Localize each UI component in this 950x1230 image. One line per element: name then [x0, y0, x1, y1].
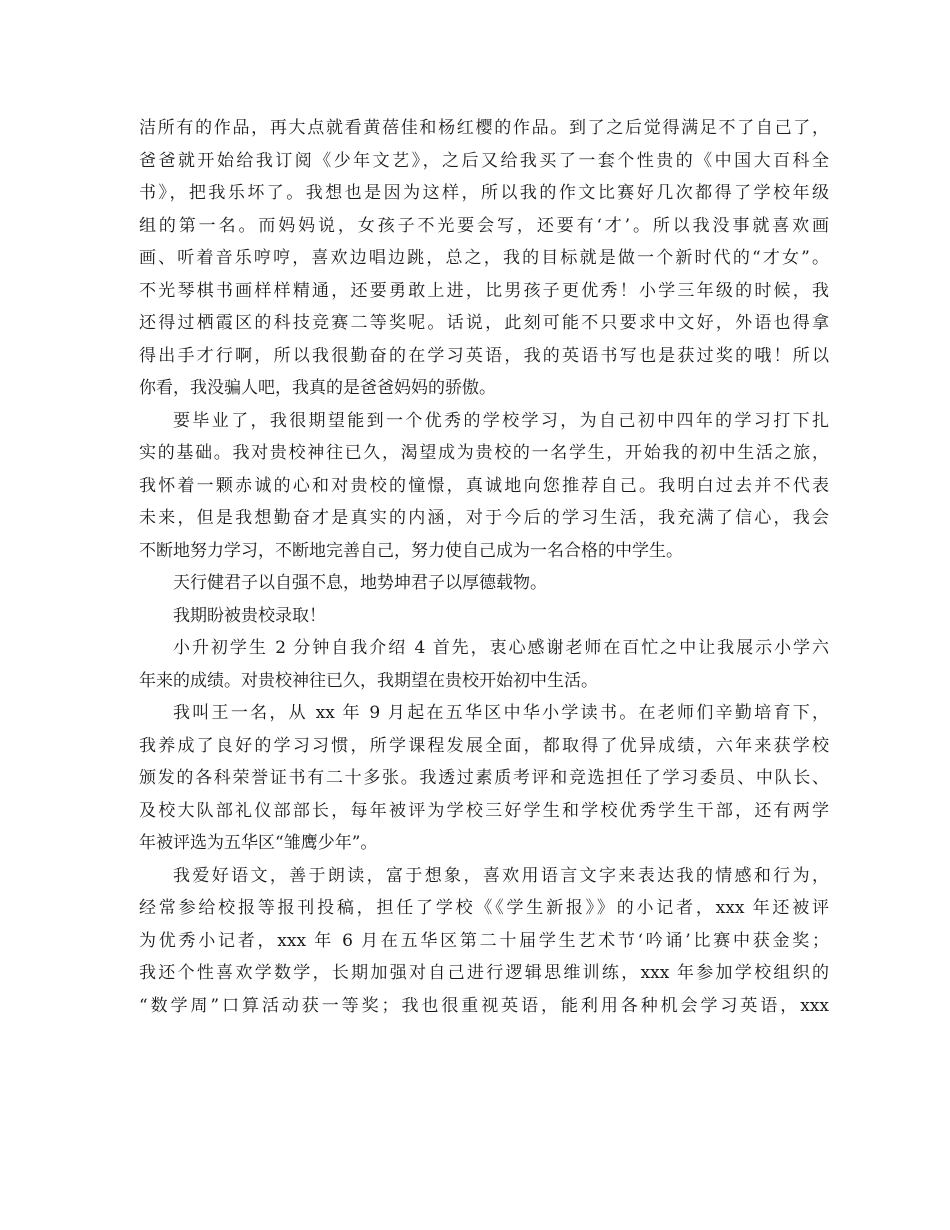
text-line: 我怀着一颗赤诚的心和对贵校的憧憬，真诚地向您推荐自己。我明白过去并不代表 — [139, 475, 829, 496]
text-line: 我叫王一名，从 xx 年 9 月起在五华区中华小学读书。在老师们辛勤培育下， — [173, 703, 829, 723]
text-line: 得出手才行啊，所以我很勤奋的在学习英语，我的英语书写也是获过奖的哦！所以 — [139, 345, 829, 366]
text-line: 小升初学生 2 分钟自我介绍 4 首先，衷心感谢老师在百忙之中让我展示小学六 — [173, 638, 829, 658]
text-line: 还得过栖霞区的科技竞赛二等奖呢。话说，此刻可能不只要求中文好，外语也得拿 — [139, 313, 829, 333]
text-line: 洁所有的作品，再大点就看黄蓓佳和杨红樱的作品。到了之后觉得满足不了自己了， — [139, 118, 829, 138]
text-line: 颁发的各科荣誉证书有二十多张。我透过素质考评和竞选担任了学习委员、中队长、 — [139, 768, 829, 788]
text-line: 画、听着音乐哼哼，喜欢边唱边跳，总之，我的目标就是做一个新时代的“才女”。 — [139, 248, 829, 268]
text-line: 我还个性喜欢学数学，长期加强对自己进行逻辑思维训练，xxx 年参加学校组织的 — [139, 963, 829, 983]
text-line: 经常参给校报等报刊投稿，担任了学校《《学生新报》》的小记者，xxx 年还被评 — [139, 898, 829, 918]
text-line: 我养成了良好的学习习惯，所学课程发展全面，都取得了优异成绩，六年来获学校 — [139, 735, 829, 756]
body-text — [139, 112, 829, 1022]
text-line: 为优秀小记者，xxx 年 6 月在五华区第二十届学生艺术节‘吟诵’比赛中获金奖； — [139, 930, 829, 951]
text-line: 年被评选为五华区“雏鹰少年”。 — [139, 833, 378, 853]
text-line: 天行健君子以自强不息，地势坤君子以厚德载物。 — [173, 573, 547, 593]
text-line: 不光琴棋书画样样精通，还要勇敢上进，比男孩子更优秀！小学三年级的时候，我 — [139, 280, 829, 301]
text-line: “数学周”口算活动获一等奖；我也很重视英语，能利用各种机会学习英语，xxx — [139, 995, 829, 1016]
text-line: 书》，把我乐坏了。我想也是因为这样，所以我的作文比赛好几次都得了学校年级 — [139, 183, 829, 203]
text-line: 未来，但是我想勤奋才是真实的内涵，对于今后的学习生活，我充满了信心，我会 — [139, 508, 829, 528]
text-line: 我爱好语文，善于朗读，富于想象，喜欢用语言文字来表达我的情感和行为， — [173, 865, 829, 886]
text-line: 实的基础。我对贵校神往已久，渴望成为贵校的一名学生，开始我的初中生活之旅， — [139, 443, 829, 463]
text-line: 我期盼被贵校录取！ — [173, 605, 326, 626]
text-line: 及校大队部礼仪部部长，每年被评为学校三好学生和学校优秀学生干部，还有两学 — [139, 800, 829, 821]
text-line: 你看，我没骗人吧，我真的是爸爸妈妈的骄傲。 — [139, 378, 496, 398]
text-line: 组的第一名。而妈妈说，女孩子不光要会写，还要有‘才’。所以我没事就喜欢画 — [139, 215, 829, 236]
text-line: 要毕业了，我很期望能到一个优秀的学校学习，为自己初中四年的学习打下扎 — [173, 410, 829, 431]
text-line: 爸爸就开始给我订阅《少年文艺》，之后又给我买了一套个性贵的《中国大百科全 — [139, 150, 829, 171]
text-line: 不断地努力学习，不断地完善自己，努力使自己成为一名合格的中学生。 — [139, 540, 683, 561]
text-line: 年来的成绩。对贵校神往已久，我期望在贵校开始初中生活。 — [139, 670, 598, 691]
